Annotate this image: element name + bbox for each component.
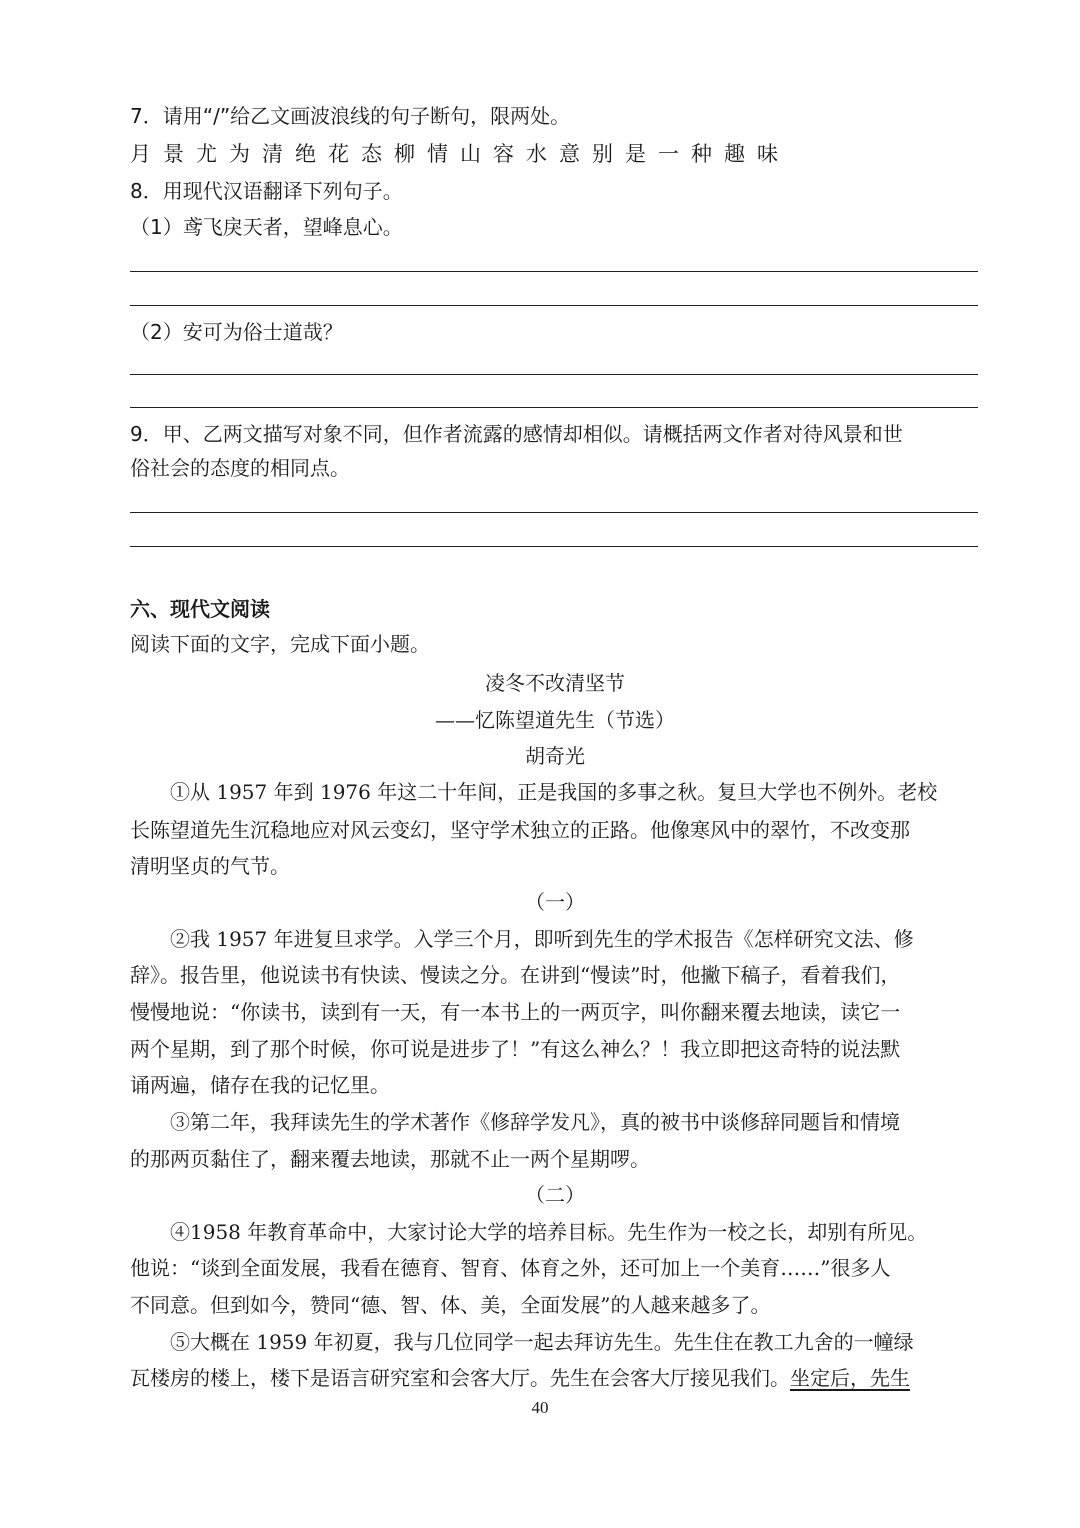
answer-line[interactable] bbox=[130, 512, 978, 513]
section-instruction: 阅读下面的文字，完成下面小题。 bbox=[130, 632, 430, 656]
answer-line[interactable] bbox=[130, 407, 978, 408]
q7-sentence: 月景尤为清绝花态柳情山容水意别是一种趣味 bbox=[130, 142, 790, 166]
q9-prompt-line2: 俗社会的态度的相同点。 bbox=[130, 456, 350, 480]
article-text: 瓦楼房的楼上，楼下是语言研究室和会客大厅。先生在会客大厅接见我们。 bbox=[130, 1366, 790, 1390]
q8-prompt: 8．用现代汉语翻译下列句子。 bbox=[130, 179, 403, 203]
q9-prompt-line1: 9．甲、乙两文描写对象不同，但作者流露的感情却相似。请概括两文作者对待风景和世 bbox=[130, 422, 903, 446]
part-label: （二） bbox=[525, 1183, 585, 1207]
answer-line[interactable] bbox=[130, 546, 978, 547]
article-paragraph-line: 诵两遍，储存在我的记忆里。 bbox=[130, 1073, 390, 1097]
article-author: 胡奇光 bbox=[525, 744, 585, 768]
article-paragraph-line: 清明坚贞的气节。 bbox=[130, 854, 290, 878]
article-paragraph-line: ①从 1957 年到 1976 年这二十年间，正是我国的多事之秋。复旦大学也不例外。老校 bbox=[170, 780, 938, 804]
article-paragraph-line: ⑤大概在 1959 年初夏，我与几位同学一起去拜访先生。先生住在教工九舍的一幢绿 bbox=[170, 1330, 914, 1354]
answer-line[interactable] bbox=[130, 271, 978, 272]
answer-line[interactable] bbox=[130, 305, 978, 306]
article-paragraph-line: ②我 1957 年进复旦求学。入学三个月，即听到先生的学术报告《怎样研究文法、修 bbox=[170, 927, 914, 951]
page-number: 40 bbox=[531, 1398, 549, 1417]
answer-line[interactable] bbox=[130, 374, 978, 375]
article-paragraph-line: 长陈望道先生沉稳地应对风云变幻，坚守学术独立的正路。他像寒风中的翠竹，不改变那 bbox=[130, 818, 910, 842]
section-heading: 六、现代文阅读 bbox=[130, 597, 270, 621]
article-paragraph-line bbox=[130, 1364, 980, 1392]
article-subtitle: ——忆陈望道先生（节选） bbox=[435, 708, 675, 732]
article-paragraph-line: 两个星期，到了那个时候，你可说是进步了！”有这么神么？！我立即把这奇特的说法默 bbox=[130, 1037, 901, 1061]
article-paragraph-line: ③第二年，我拜读先生的学术著作《修辞学发凡》，真的被书中谈修辞同题旨和情境 bbox=[170, 1110, 900, 1134]
article-paragraph-line: 辞》。报告里，他说读书有快读、慢读之分。在讲到“慢读”时，他撇下稿子，看着我们， bbox=[130, 963, 901, 987]
q7-prompt: 7．请用“/”给乙文画波浪线的句子断句，限两处。 bbox=[130, 104, 571, 128]
article-title: 凌冬不改清坚节 bbox=[485, 671, 625, 695]
article-paragraph-line: 的那两页黏住了，翻来覆去地读，那就不止一两个星期啰。 bbox=[130, 1147, 650, 1171]
q8-item-2: （2）安可为俗士道哉？ bbox=[130, 320, 343, 344]
article-paragraph-line: 慢慢地说：“你读书，读到有一天，有一本书上的一两页字，叫你翻来覆去地读，读它一 bbox=[130, 1000, 901, 1024]
underlined-text: 坐定后，先生 bbox=[790, 1366, 910, 1390]
article-paragraph-line: 不同意。但到如今，赞同“德、智、体、美，全面发展”的人越来越多了。 bbox=[130, 1293, 771, 1317]
article-paragraph-line: ④1958 年教育革命中，大家讨论大学的培养目标。先生作为一校之长，却别有所见。 bbox=[170, 1220, 928, 1244]
article-paragraph-line: 他说：“谈到全面发展，我看在德育、智育、体育之外，还可加上一个美育……”很多人 bbox=[130, 1256, 891, 1280]
q8-item-1: （1）鸢飞戾天者，望峰息心。 bbox=[130, 215, 403, 239]
part-label: （一） bbox=[525, 890, 585, 914]
